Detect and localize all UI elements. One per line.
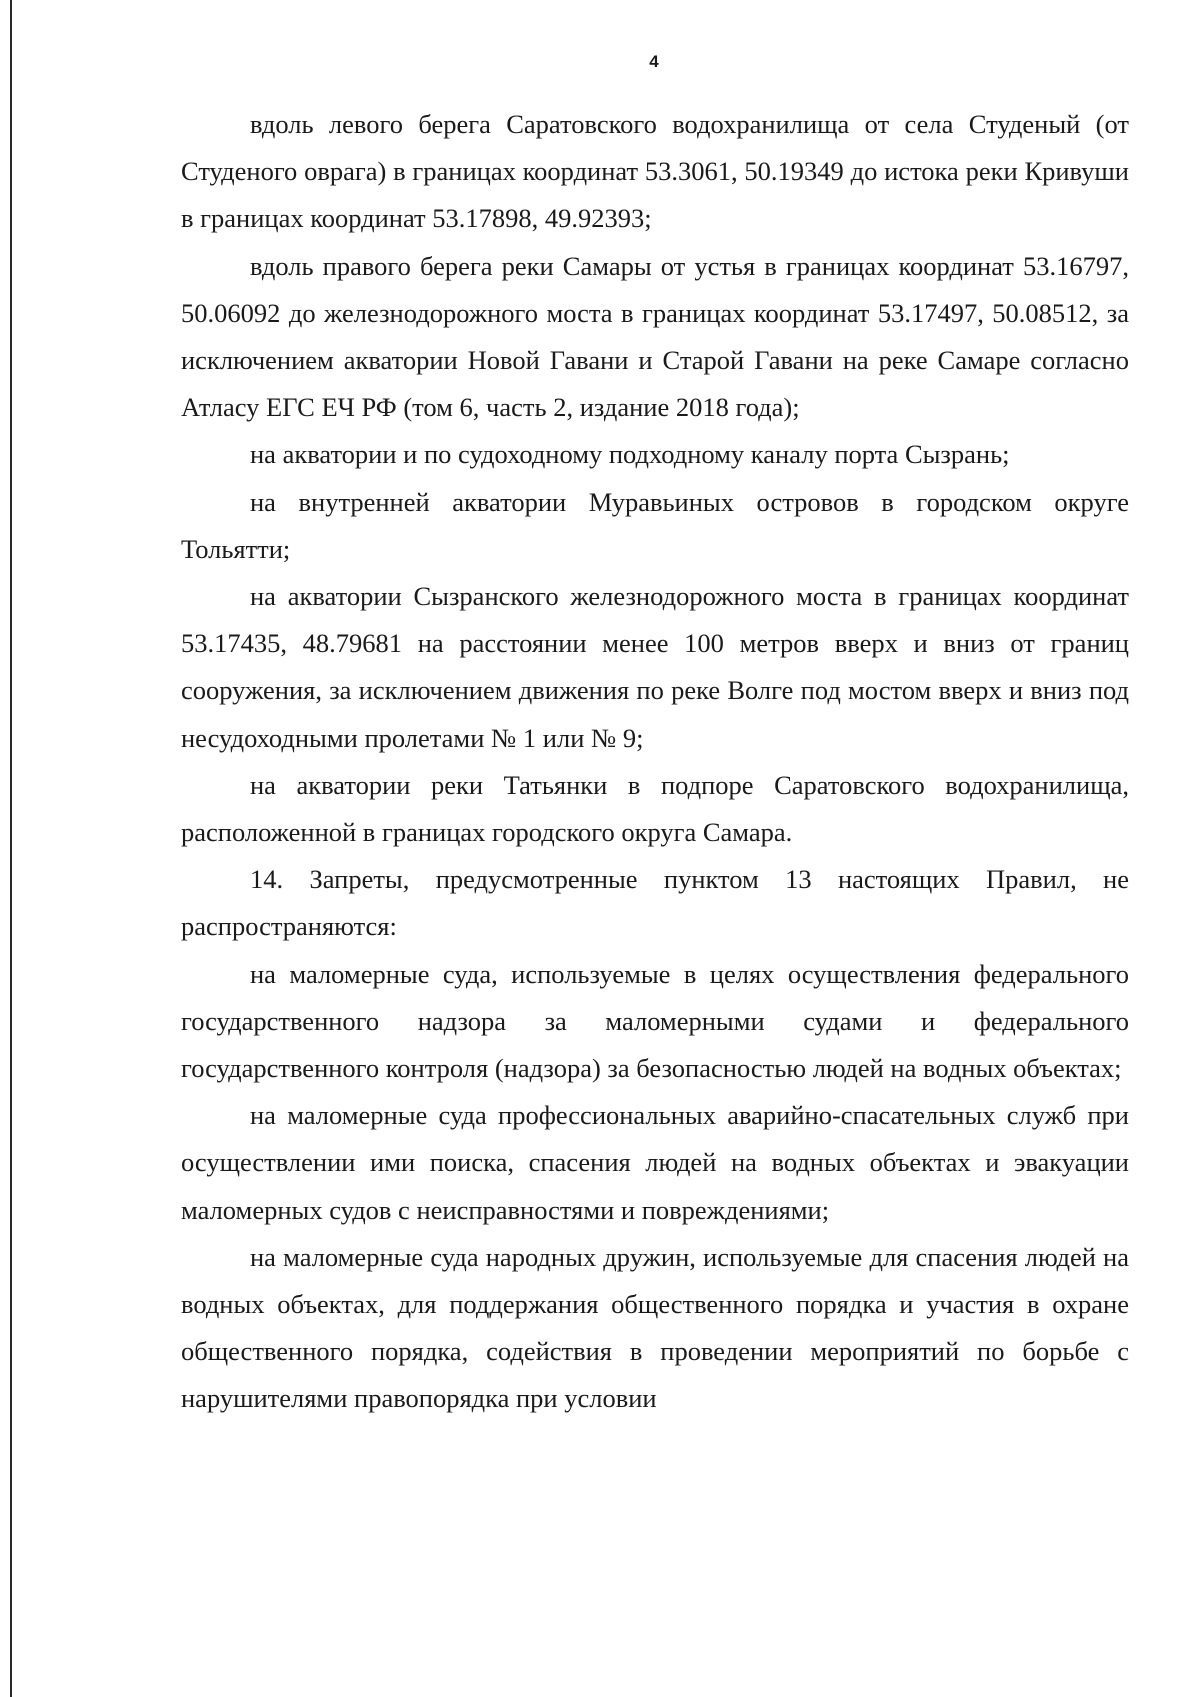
paragraph: вдоль правого берега реки Самары от устья в границах координат 53.16797, 50.06092 до железнодорожного моста в границах координат 53.17497, 50.08512, за исключением акватории Новой Гавани и Старой Гавани на реке Самаре согласно Атласу ЕГС ЕЧ РФ (том 6, часть 2, издание 2018 года); bbox=[181, 250, 1129, 423]
page-edge-line bbox=[10, 0, 12, 1697]
paragraph: на внутренней акватории Муравьиных островов в городском округе Тольятти; bbox=[181, 486, 1129, 564]
page-number: 4 bbox=[649, 52, 659, 71]
paragraph: на маломерные суда народных дружин, используемые для спасения людей на водных объектах, для поддержания общественного порядка и участия в охране общественного порядка, содействия в проведении мероприятий по борьбе с нарушителями правопорядка при условии bbox=[181, 1241, 1129, 1414]
paragraph: вдоль левого берега Саратовского водохранилища от села Студеный (от Студеного оврага) в границах координат 53.3061, 50.19349 до истока реки Кривуши в границах координат 53.17898, 49.92393; bbox=[181, 109, 1129, 234]
body-text bbox=[181, 101, 1129, 1423]
paragraph: на акватории Сызранского железнодорожного моста в границах координат 53.17435, 48.79681 на расстоянии менее 100 метров вверх и вниз от границ сооружения, за исключением движения по реке Волге под мостом вверх и вниз под несудоходными пролетами № 1 или № 9; bbox=[181, 581, 1129, 753]
paragraph: на акватории реки Татьянки в подпоре Саратовского водохранилища, расположенной в границах городского округа Самара. bbox=[181, 769, 1129, 848]
paragraph: на акватории и по судоходному подходному каналу порта Сызрань; bbox=[250, 439, 1010, 470]
paragraph: 14. Запреты, предусмотренные пунктом 13 настоящих Правил, не распространяются: bbox=[181, 864, 1129, 942]
paragraph: на маломерные суда профессиональных аварийно-спасательных служб при осуществлении ими поиска, спасения людей на водных объектах и эвакуации маломерных судов с неисправностями и повреждениями; bbox=[181, 1100, 1129, 1225]
paragraph: на маломерные суда, используемые в целях осуществления федерального государственного надзора за маломерными судами и федерального государственного контроля (надзора) за безопасностью людей на водных объектах; bbox=[181, 958, 1129, 1084]
